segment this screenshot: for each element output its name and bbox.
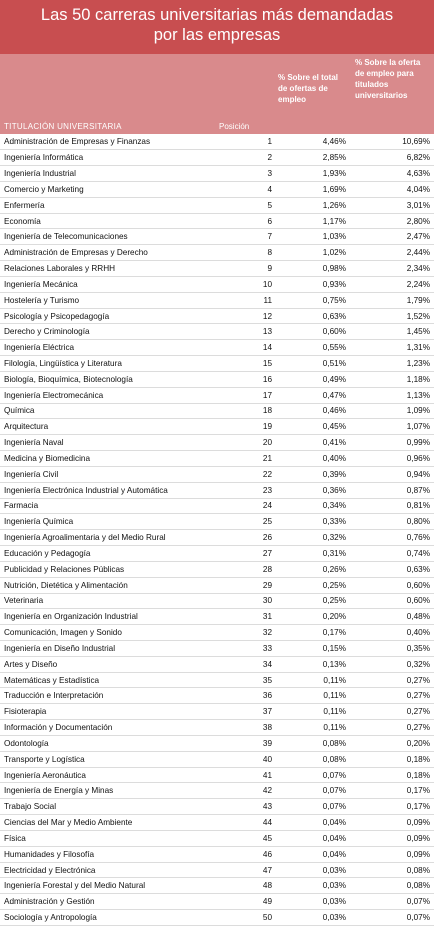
row-position: 18 — [220, 403, 272, 419]
row-position: 28 — [220, 561, 272, 577]
row-name: Ingeniería de Energía y Minas — [0, 783, 220, 799]
row-pct-total: 0,11% — [272, 688, 352, 704]
row-pct-total: 0,34% — [272, 498, 352, 514]
row-position: 21 — [220, 451, 272, 467]
row-pct-titulados: 0,35% — [352, 641, 434, 657]
row-pct-titulados: 0,27% — [352, 688, 434, 704]
row-pct-total: 0,11% — [272, 704, 352, 720]
row-position: 46 — [220, 846, 272, 862]
header-titulacion: TITULACIÓN UNIVERSITARIA — [4, 122, 122, 131]
table-row — [0, 783, 434, 799]
row-pct-titulados: 0,81% — [352, 498, 434, 514]
row-pct-titulados: 0,76% — [352, 530, 434, 546]
row-position: 27 — [220, 546, 272, 562]
table-row — [0, 403, 434, 419]
row-name: Ingeniería Industrial — [0, 166, 220, 182]
row-pct-titulados: 0,40% — [352, 625, 434, 641]
row-name: Derecho y Criminología — [0, 324, 220, 340]
table-row — [0, 371, 434, 387]
row-pct-titulados: 0,17% — [352, 783, 434, 799]
table-row — [0, 830, 434, 846]
row-name: Ingeniería de Telecomunicaciones — [0, 229, 220, 245]
row-name: Traducción e Interpretación — [0, 688, 220, 704]
row-pct-titulados: 0,07% — [352, 910, 434, 926]
row-pct-titulados: 4,04% — [352, 181, 434, 197]
row-pct-total: 0,32% — [272, 530, 352, 546]
row-name: Ingeniería en Organización Industrial — [0, 609, 220, 625]
row-pct-titulados: 1,07% — [352, 419, 434, 435]
row-position: 11 — [220, 292, 272, 308]
row-pct-titulados: 0,18% — [352, 767, 434, 783]
row-pct-titulados: 0,27% — [352, 704, 434, 720]
row-pct-total: 0,39% — [272, 466, 352, 482]
row-position: 33 — [220, 641, 272, 657]
table-row — [0, 878, 434, 894]
row-name: Ingeniería Naval — [0, 435, 220, 451]
table-row — [0, 704, 434, 720]
row-name: Ingeniería Aeronáutica — [0, 767, 220, 783]
table-row — [0, 150, 434, 166]
row-position: 30 — [220, 593, 272, 609]
row-name: Matemáticas y Estadística — [0, 672, 220, 688]
table-row — [0, 498, 434, 514]
row-name: Odontología — [0, 735, 220, 751]
row-pct-titulados: 0,94% — [352, 466, 434, 482]
row-pct-titulados: 0,48% — [352, 609, 434, 625]
row-pct-total: 0,03% — [272, 894, 352, 910]
row-pct-total: 0,17% — [272, 625, 352, 641]
row-position: 41 — [220, 767, 272, 783]
row-position: 20 — [220, 435, 272, 451]
row-position: 49 — [220, 894, 272, 910]
row-pct-total: 0,63% — [272, 308, 352, 324]
row-name: Información y Documentación — [0, 720, 220, 736]
row-position: 44 — [220, 815, 272, 831]
row-pct-total: 0,13% — [272, 656, 352, 672]
row-name: Ciencias del Mar y Medio Ambiente — [0, 815, 220, 831]
row-pct-titulados: 1,79% — [352, 292, 434, 308]
row-name: Hostelería y Turismo — [0, 292, 220, 308]
row-position: 12 — [220, 308, 272, 324]
row-pct-titulados: 3,01% — [352, 197, 434, 213]
row-pct-titulados: 0,60% — [352, 577, 434, 593]
row-pct-titulados: 0,18% — [352, 751, 434, 767]
row-name: Sociología y Antropología — [0, 910, 220, 926]
table-row — [0, 656, 434, 672]
table-row — [0, 767, 434, 783]
row-pct-titulados: 1,31% — [352, 340, 434, 356]
table-row — [0, 482, 434, 498]
row-position: 48 — [220, 878, 272, 894]
table-row — [0, 514, 434, 530]
row-pct-total: 0,55% — [272, 340, 352, 356]
row-name: Educación y Pedagogía — [0, 546, 220, 562]
row-pct-titulados: 0,63% — [352, 561, 434, 577]
row-pct-titulados: 0,60% — [352, 593, 434, 609]
row-pct-total: 0,03% — [272, 862, 352, 878]
table-row — [0, 134, 434, 150]
table-row — [0, 435, 434, 451]
table-row — [0, 799, 434, 815]
row-pct-titulados: 10,69% — [352, 134, 434, 150]
row-name: Ingeniería Civil — [0, 466, 220, 482]
header-posicion: Posición — [219, 122, 250, 131]
row-position: 42 — [220, 783, 272, 799]
row-pct-total: 0,31% — [272, 546, 352, 562]
row-position: 2 — [220, 150, 272, 166]
row-pct-total: 0,07% — [272, 767, 352, 783]
row-pct-titulados: 0,09% — [352, 830, 434, 846]
table-row — [0, 419, 434, 435]
row-pct-titulados: 2,80% — [352, 213, 434, 229]
row-position: 32 — [220, 625, 272, 641]
header-pct-titulados — [355, 57, 427, 101]
row-pct-titulados: 1,09% — [352, 403, 434, 419]
row-pct-total: 0,36% — [272, 482, 352, 498]
table-row — [0, 735, 434, 751]
row-name: Ingeniería Informática — [0, 150, 220, 166]
row-pct-total: 1,69% — [272, 181, 352, 197]
table-row — [0, 245, 434, 261]
row-position: 29 — [220, 577, 272, 593]
header-pct-total-label: % Sobre el total de ofertas de empleo — [278, 73, 339, 104]
row-pct-titulados: 4,63% — [352, 166, 434, 182]
row-position: 4 — [220, 181, 272, 197]
row-pct-total: 0,93% — [272, 276, 352, 292]
table-row — [0, 276, 434, 292]
row-name: Medicina y Biomedicina — [0, 451, 220, 467]
row-pct-total: 0,07% — [272, 799, 352, 815]
row-pct-titulados: 0,07% — [352, 894, 434, 910]
row-pct-titulados: 6,82% — [352, 150, 434, 166]
row-pct-total: 0,41% — [272, 435, 352, 451]
row-name: Ingeniería Mecánica — [0, 276, 220, 292]
row-pct-total: 0,20% — [272, 609, 352, 625]
page-title — [0, 0, 434, 54]
table-row — [0, 229, 434, 245]
row-pct-titulados: 0,08% — [352, 862, 434, 878]
row-name: Ingeniería Electrónica Industrial y Automática — [0, 482, 220, 498]
row-pct-total: 0,51% — [272, 356, 352, 372]
table-header — [0, 54, 434, 134]
row-pct-total: 0,08% — [272, 735, 352, 751]
table-row — [0, 688, 434, 704]
row-position: 22 — [220, 466, 272, 482]
table-row — [0, 815, 434, 831]
row-pct-total: 0,60% — [272, 324, 352, 340]
row-name: Ingeniería en Diseño Industrial — [0, 641, 220, 657]
row-name: Trabajo Social — [0, 799, 220, 815]
table-row — [0, 340, 434, 356]
row-name: Filología, Lingüística y Literatura — [0, 356, 220, 372]
row-position: 15 — [220, 356, 272, 372]
row-pct-total: 0,40% — [272, 451, 352, 467]
row-position: 36 — [220, 688, 272, 704]
table-row — [0, 561, 434, 577]
title-line-2: por las empresas — [153, 26, 281, 44]
row-position: 5 — [220, 197, 272, 213]
row-pct-total: 4,46% — [272, 134, 352, 150]
row-position: 3 — [220, 166, 272, 182]
row-name: Ingeniería Eléctrica — [0, 340, 220, 356]
row-pct-titulados: 0,27% — [352, 720, 434, 736]
row-name: Administración de Empresas y Finanzas — [0, 134, 220, 150]
table-row — [0, 530, 434, 546]
row-position: 9 — [220, 261, 272, 277]
row-pct-total: 0,49% — [272, 371, 352, 387]
table-row — [0, 593, 434, 609]
row-position: 14 — [220, 340, 272, 356]
row-pct-total: 0,11% — [272, 720, 352, 736]
table-row — [0, 197, 434, 213]
row-name: Comunicación, Imagen y Sonido — [0, 625, 220, 641]
row-pct-total: 0,46% — [272, 403, 352, 419]
careers-table — [0, 134, 434, 926]
row-name: Ingeniería Electromecánica — [0, 387, 220, 403]
table-row — [0, 261, 434, 277]
row-pct-titulados: 1,13% — [352, 387, 434, 403]
row-pct-total: 0,03% — [272, 910, 352, 926]
row-pct-total: 0,98% — [272, 261, 352, 277]
row-pct-titulados: 0,27% — [352, 672, 434, 688]
header-pct-titulados-label: % Sobre la oferta de empleo para titulados universitarios — [355, 58, 421, 100]
row-pct-titulados: 1,52% — [352, 308, 434, 324]
header-pct-total — [278, 72, 348, 105]
table-row — [0, 546, 434, 562]
row-pct-total: 1,02% — [272, 245, 352, 261]
row-pct-titulados: 0,80% — [352, 514, 434, 530]
row-position: 43 — [220, 799, 272, 815]
row-name: Veterinaria — [0, 593, 220, 609]
row-position: 23 — [220, 482, 272, 498]
row-name: Electricidad y Electrónica — [0, 862, 220, 878]
row-name: Química — [0, 403, 220, 419]
table-row — [0, 324, 434, 340]
row-name: Psicología y Psicopedagogía — [0, 308, 220, 324]
row-name: Ingeniería Química — [0, 514, 220, 530]
row-pct-total: 0,33% — [272, 514, 352, 530]
table-row — [0, 720, 434, 736]
row-position: 34 — [220, 656, 272, 672]
row-position: 17 — [220, 387, 272, 403]
table-row — [0, 672, 434, 688]
row-pct-total: 1,93% — [272, 166, 352, 182]
row-position: 47 — [220, 862, 272, 878]
row-pct-total: 0,07% — [272, 783, 352, 799]
row-pct-titulados: 0,08% — [352, 878, 434, 894]
row-name: Ingeniería Agroalimentaria y del Medio Rural — [0, 530, 220, 546]
row-pct-titulados: 2,24% — [352, 276, 434, 292]
row-pct-total: 0,15% — [272, 641, 352, 657]
title-line-1: Las 50 carreras universitarias más demandadas — [40, 6, 394, 24]
row-name: Administración y Gestión — [0, 894, 220, 910]
row-pct-total: 0,08% — [272, 751, 352, 767]
row-name: Transporte y Logística — [0, 751, 220, 767]
row-name: Publicidad y Relaciones Públicas — [0, 561, 220, 577]
row-position: 6 — [220, 213, 272, 229]
row-pct-titulados: 0,96% — [352, 451, 434, 467]
row-pct-titulados: 0,20% — [352, 735, 434, 751]
row-pct-titulados: 0,09% — [352, 815, 434, 831]
row-name: Nutrición, Dietética y Alimentación — [0, 577, 220, 593]
row-position: 26 — [220, 530, 272, 546]
row-position: 38 — [220, 720, 272, 736]
row-pct-titulados: 2,44% — [352, 245, 434, 261]
row-pct-total: 0,45% — [272, 419, 352, 435]
row-pct-titulados: 0,09% — [352, 846, 434, 862]
row-pct-total: 1,26% — [272, 197, 352, 213]
row-pct-total: 0,75% — [272, 292, 352, 308]
table-row — [0, 609, 434, 625]
row-pct-total: 0,04% — [272, 830, 352, 846]
row-pct-titulados: 1,18% — [352, 371, 434, 387]
row-pct-total: 0,25% — [272, 593, 352, 609]
row-name: Relaciones Laborales y RRHH — [0, 261, 220, 277]
table-row — [0, 894, 434, 910]
row-position: 40 — [220, 751, 272, 767]
table-row — [0, 451, 434, 467]
row-name: Fisioterapia — [0, 704, 220, 720]
row-position: 39 — [220, 735, 272, 751]
row-position: 19 — [220, 419, 272, 435]
row-position: 10 — [220, 276, 272, 292]
row-name: Humanidades y Filosofía — [0, 846, 220, 862]
row-position: 13 — [220, 324, 272, 340]
row-pct-titulados: 0,17% — [352, 799, 434, 815]
table-row — [0, 292, 434, 308]
row-pct-total: 2,85% — [272, 150, 352, 166]
table-row — [0, 862, 434, 878]
row-position: 24 — [220, 498, 272, 514]
row-pct-total: 0,47% — [272, 387, 352, 403]
row-pct-total: 0,25% — [272, 577, 352, 593]
row-pct-total: 0,26% — [272, 561, 352, 577]
table-row — [0, 751, 434, 767]
row-pct-titulados: 1,45% — [352, 324, 434, 340]
row-pct-total: 0,03% — [272, 878, 352, 894]
row-position: 1 — [220, 134, 272, 150]
row-name: Arquitectura — [0, 419, 220, 435]
row-name: Física — [0, 830, 220, 846]
row-name: Biología, Bioquímica, Biotecnología — [0, 371, 220, 387]
row-name: Comercio y Marketing — [0, 181, 220, 197]
row-pct-titulados: 2,47% — [352, 229, 434, 245]
table-row — [0, 213, 434, 229]
table-row — [0, 910, 434, 926]
table-row — [0, 577, 434, 593]
row-position: 45 — [220, 830, 272, 846]
row-pct-titulados: 0,87% — [352, 482, 434, 498]
row-pct-total: 0,11% — [272, 672, 352, 688]
row-name: Farmacia — [0, 498, 220, 514]
row-pct-titulados: 1,23% — [352, 356, 434, 372]
row-pct-total: 0,04% — [272, 846, 352, 862]
row-pct-total: 1,17% — [272, 213, 352, 229]
row-name: Administración de Empresas y Derecho — [0, 245, 220, 261]
table-row — [0, 181, 434, 197]
row-position: 7 — [220, 229, 272, 245]
row-pct-titulados: 2,34% — [352, 261, 434, 277]
table-body — [0, 134, 434, 925]
table-row — [0, 846, 434, 862]
row-position: 50 — [220, 910, 272, 926]
table-row — [0, 641, 434, 657]
row-name: Enfermería — [0, 197, 220, 213]
row-name: Ingeniería Forestal y del Medio Natural — [0, 878, 220, 894]
table-row — [0, 308, 434, 324]
row-pct-total: 0,04% — [272, 815, 352, 831]
table-row — [0, 625, 434, 641]
row-pct-total: 1,03% — [272, 229, 352, 245]
row-position: 25 — [220, 514, 272, 530]
row-position: 37 — [220, 704, 272, 720]
row-position: 8 — [220, 245, 272, 261]
table-row — [0, 466, 434, 482]
table-row — [0, 356, 434, 372]
row-position: 31 — [220, 609, 272, 625]
row-position: 16 — [220, 371, 272, 387]
row-pct-titulados: 0,74% — [352, 546, 434, 562]
row-position: 35 — [220, 672, 272, 688]
row-pct-titulados: 0,32% — [352, 656, 434, 672]
table-row — [0, 166, 434, 182]
table-row — [0, 387, 434, 403]
row-pct-titulados: 0,99% — [352, 435, 434, 451]
row-name: Artes y Diseño — [0, 656, 220, 672]
row-name: Economía — [0, 213, 220, 229]
